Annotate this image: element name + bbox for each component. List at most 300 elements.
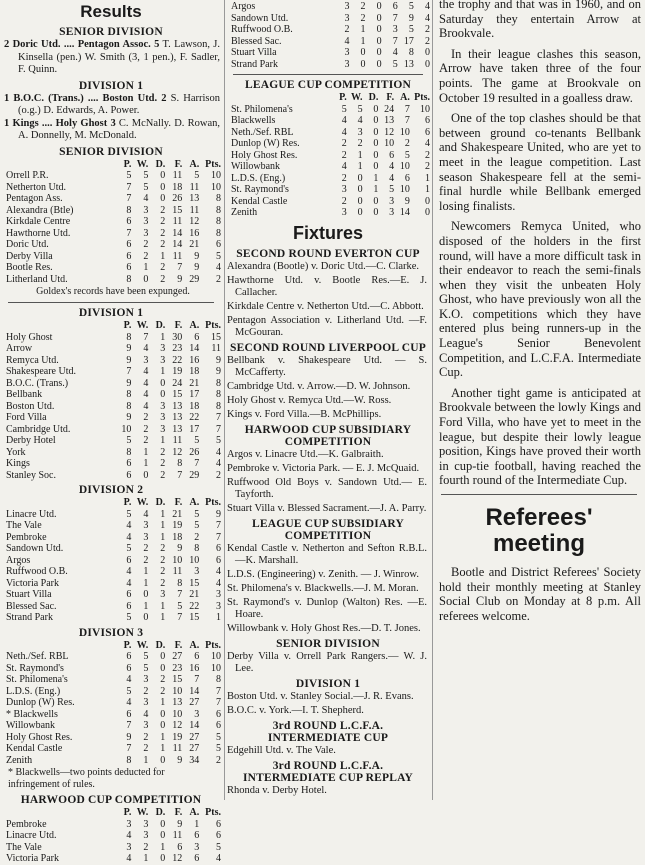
table-row: [0, 612, 222, 624]
table-header-row: [0, 159, 222, 171]
team-name: L.D.S. (Eng.): [231, 172, 286, 184]
stat-cell: 7: [194, 674, 200, 685]
stat-cell: 3: [389, 207, 395, 218]
table-header-row: [0, 640, 222, 652]
stat-cell: 0: [373, 138, 379, 149]
stat-cell: 2: [143, 554, 149, 566]
team-name: Victoria Park: [6, 853, 59, 864]
team-name: Holy Ghost Res.: [6, 731, 73, 743]
fixture-section-heading: DIVISION 1: [295, 677, 361, 690]
table-header-cell: Pts.: [205, 639, 221, 651]
team-name: Linacre Utd.: [6, 508, 57, 520]
team-name: Willowbank: [231, 161, 281, 172]
stat-cell: 27: [172, 651, 183, 662]
team-name: Pembroke: [6, 531, 47, 543]
stat-cell: 1: [143, 577, 149, 589]
table-row: [0, 601, 222, 613]
stat-cell: 21: [189, 239, 200, 250]
stat-cell: 9: [177, 754, 183, 766]
fixture-item: Kings v. Ford Villa.—B. McPhillips.: [227, 408, 382, 420]
harwood-table-heading: HARWOOD CUP COMPETITION: [20, 794, 202, 806]
table-row: [0, 378, 222, 390]
stat-cell: 9: [177, 543, 183, 554]
stat-cell: 4: [143, 400, 149, 412]
table-header-cell: F.: [386, 92, 395, 103]
stat-cell: 13: [172, 400, 183, 412]
stat-cell: 2: [160, 469, 166, 481]
fixture-item: Kirkdale Centre v. Netherton Utd.—C. Abbott.: [227, 300, 424, 312]
stat-cell: 8: [177, 458, 183, 469]
table-header-cell: W.: [136, 807, 149, 818]
stat-cell: 7: [216, 697, 221, 708]
stat-cell: 4: [216, 262, 221, 273]
stat-cell: 0: [160, 662, 166, 674]
result-scorers: C. McNally. D. Rowan, A. Donnelly, M. McDonald.: [18, 117, 220, 141]
result-scorers: T. Lawson, J. Kinsella (pen.) W. Smith (3, 1 pen.), F. Sadler, F. Quinn.: [18, 39, 220, 75]
stat-cell: 1: [194, 818, 200, 830]
stat-cell: 13: [172, 423, 183, 435]
stat-cell: 4: [357, 115, 363, 126]
stat-cell: 0: [160, 170, 166, 181]
table-row: [225, 138, 431, 150]
table-row: [0, 697, 222, 709]
stat-cell: 2: [160, 204, 166, 216]
table-row: [225, 196, 431, 208]
stat-cell: 11: [172, 435, 183, 446]
stat-cell: 7: [126, 366, 132, 377]
stat-cell: 3: [143, 227, 149, 239]
team-name: Litherland Utd.: [6, 273, 68, 285]
stat-cell: 3: [389, 195, 395, 207]
table-row: [0, 543, 222, 555]
stat-cell: 0: [160, 193, 166, 204]
stat-cell: 15: [189, 577, 200, 589]
stat-cell: 14: [172, 239, 183, 250]
table-row: [0, 532, 222, 544]
stat-cell: 22: [172, 354, 183, 366]
table-header-cell: D.: [155, 807, 166, 818]
stat-cell: 1: [216, 612, 221, 623]
league-cup-heading: LEAGUE CUP COMPETITION: [244, 79, 412, 91]
stat-cell: 1: [143, 458, 149, 469]
stat-cell: 0: [425, 47, 430, 58]
stat-cell: 1: [160, 743, 166, 754]
stat-cell: 7: [216, 531, 221, 543]
stat-cell: 0: [373, 207, 379, 218]
stat-cell: 0: [357, 184, 363, 195]
stat-cell: 4: [126, 520, 132, 531]
team-name: The Vale: [6, 520, 42, 531]
team-name: Boston Utd.: [6, 400, 55, 412]
table-row: [0, 332, 222, 344]
fixture-item: Hawthorne Utd. v. Bootle Res.—E. J. Callacher.: [227, 274, 427, 298]
table-row: [0, 709, 222, 721]
stat-cell: 0: [373, 161, 379, 172]
table-row: [225, 161, 431, 173]
team-name: Alexandra (Btle): [6, 204, 74, 216]
stat-cell: 13: [172, 412, 183, 423]
stat-cell: 3: [143, 216, 149, 227]
stat-cell: 0: [360, 47, 366, 58]
stat-cell: 7: [143, 331, 149, 343]
stat-cell: 3: [143, 830, 149, 841]
team-name: Remyca Utd.: [6, 354, 59, 366]
stat-cell: 22: [189, 600, 200, 612]
stat-cell: 3: [160, 423, 166, 435]
fixture-item: B.O.C. v. York.—I. T. Shepherd.: [227, 704, 364, 716]
stat-cell: 5: [216, 435, 221, 446]
team-name: Stanley Soc.: [6, 469, 56, 481]
stat-cell: 27: [189, 743, 200, 754]
results-title: Results: [80, 2, 142, 21]
stat-cell: 0: [143, 469, 149, 481]
table-header-cell: W.: [136, 320, 149, 331]
team-name: Arrow: [6, 343, 33, 354]
stat-cell: 3: [344, 12, 350, 24]
team-name: Kirkdale Centre: [6, 216, 71, 227]
fixture-item: Derby Villa v. Orrell Park Rangers.— W. J. Lee.: [227, 650, 427, 674]
table-header-cell: W.: [136, 639, 149, 651]
column-results: [0, 0, 222, 864]
team-name: Hawthorne Utd.: [6, 227, 71, 239]
stat-cell: 8: [216, 377, 221, 389]
stat-cell: 2: [160, 262, 166, 273]
stat-cell: 6: [126, 239, 132, 250]
stat-cell: 3: [143, 354, 149, 366]
stat-cell: 9: [177, 273, 183, 285]
stat-cell: 4: [126, 830, 132, 841]
stat-cell: 7: [126, 193, 132, 204]
stat-cell: 9: [126, 412, 132, 423]
stat-cell: 5: [143, 662, 149, 674]
stat-cell: 2: [357, 138, 363, 149]
stat-cell: 3: [357, 126, 363, 138]
table-header-cell: [0, 320, 115, 332]
table-row: [0, 447, 222, 459]
stat-cell: 7: [126, 181, 132, 193]
stat-cell: 23: [172, 343, 183, 354]
stat-cell: 2: [143, 685, 149, 697]
stat-cell: 10: [211, 170, 221, 181]
stat-cell: 27: [189, 731, 200, 743]
table-row: [0, 355, 222, 367]
referees-meeting-title: [433, 505, 645, 557]
stat-cell: 1: [143, 853, 149, 864]
team-name: Ford Villa: [6, 412, 47, 423]
stat-cell: 21: [189, 377, 200, 389]
table-header-cell: D.: [155, 158, 166, 170]
table-row: [225, 127, 431, 139]
stat-cell: 6: [126, 554, 132, 566]
team-name: York: [6, 446, 26, 458]
result-entry: [4, 92, 220, 118]
stat-cell: 2: [360, 1, 366, 12]
stat-cell: 4: [143, 508, 149, 520]
stat-cell: 11: [172, 216, 183, 227]
stat-cell: 8: [216, 216, 221, 227]
table-row: [225, 59, 431, 71]
stat-cell: 4: [341, 161, 347, 172]
stat-cell: 5: [126, 508, 132, 520]
stat-cell: 5: [126, 435, 132, 446]
table-row: [225, 36, 431, 48]
team-name: Linacre Utd.: [6, 830, 57, 841]
stat-cell: 3: [143, 674, 149, 685]
table-header-cell: F.: [174, 807, 183, 818]
fixture-section-heading: SENIOR DIVISION: [276, 637, 380, 650]
fixture-item: Rhonda v. Derby Hotel.: [227, 784, 327, 796]
stat-cell: 5: [143, 651, 149, 662]
div3-table-note: * Blackwells—two points deducted for infringement of rules.: [8, 767, 165, 790]
stat-cell: 6: [177, 841, 183, 853]
stat-cell: 6: [216, 239, 221, 250]
stat-cell: 13: [189, 193, 200, 204]
stat-cell: 15: [189, 612, 200, 623]
fixture-item: Kendal Castle v. Netherton and Sefton R.B.L.—K. Marshall.: [227, 542, 427, 566]
stat-cell: 1: [360, 24, 366, 35]
stat-cell: 2: [160, 227, 166, 239]
stat-cell: 4: [143, 343, 149, 354]
table-row: [0, 182, 222, 194]
fixture-section-heading: 3rd ROUND L.C.F.A. INTERMEDIATE CUP REPLAY: [242, 759, 414, 784]
stat-cell: 19: [172, 520, 183, 531]
table-row: [0, 251, 222, 263]
stat-cell: 6: [425, 115, 430, 126]
stat-cell: 3: [126, 818, 132, 830]
stat-cell: 4: [126, 577, 132, 589]
team-name: Pembroke: [6, 818, 47, 830]
table-row: [0, 366, 222, 378]
stat-cell: 2: [425, 161, 430, 172]
stat-cell: 8: [216, 674, 221, 685]
stat-cell: 2: [143, 250, 149, 262]
stat-cell: 0: [425, 195, 430, 207]
stat-cell: 6: [216, 720, 221, 731]
stat-cell: 0: [373, 149, 379, 161]
div3-table-heading: DIVISION 3: [78, 626, 144, 639]
table-row: [0, 205, 222, 217]
stat-cell: 3: [143, 697, 149, 708]
stat-cell: 2: [143, 435, 149, 446]
stat-cell: 5: [194, 520, 200, 531]
stat-cell: 13: [403, 58, 414, 70]
stat-cell: 6: [126, 458, 132, 469]
table-header-cell: W.: [350, 92, 363, 103]
article-paragraph: the trophy and that was in 1960, and on Saturday they entertain Arrow at Brookvale.: [439, 0, 641, 41]
stat-cell: 0: [376, 47, 382, 58]
stat-cell: 6: [194, 651, 200, 662]
results-senior-list: [0, 39, 222, 77]
stat-cell: 8: [126, 446, 132, 458]
stat-cell: 6: [216, 830, 221, 841]
stat-cell: 0: [160, 720, 166, 731]
table-header-cell: A.: [189, 158, 200, 170]
stat-cell: 1: [160, 520, 166, 531]
stat-cell: 1: [143, 262, 149, 273]
stat-cell: 1: [143, 754, 149, 766]
stat-cell: 4: [216, 458, 221, 469]
table-header-cell: Pts.: [205, 158, 221, 170]
stat-cell: 29: [189, 469, 200, 481]
result-scorers: S. Harrison (o.g.) D. Edwards, A. Power.: [18, 92, 220, 116]
stat-cell: 10: [384, 138, 395, 149]
stat-cell: 15: [172, 389, 183, 400]
stat-cell: 9: [126, 731, 132, 743]
stat-cell: 19: [172, 366, 183, 377]
stat-cell: 10: [172, 685, 183, 697]
stat-cell: 11: [189, 204, 200, 216]
table-row: [0, 663, 222, 675]
stat-cell: 8: [126, 400, 132, 412]
stat-cell: 2: [341, 149, 347, 161]
team-name: Argos: [231, 1, 256, 12]
stat-cell: 3: [216, 589, 221, 600]
results-div1-list: [0, 93, 222, 143]
stat-cell: 2: [160, 566, 166, 577]
stat-cell: 2: [160, 458, 166, 469]
stat-cell: 0: [160, 830, 166, 841]
table-header-cell: P.: [123, 158, 132, 170]
stat-cell: 6: [194, 830, 200, 841]
table-row: [0, 412, 222, 424]
table-header-cell: P.: [123, 639, 132, 651]
harwood-cup-table-continued: [225, 1, 431, 70]
stat-cell: 7: [216, 423, 221, 435]
stat-cell: 9: [194, 262, 200, 273]
table-header-cell: P.: [123, 320, 132, 331]
stat-cell: 2: [160, 543, 166, 554]
stat-cell: 10: [211, 651, 221, 662]
stat-cell: 1: [143, 600, 149, 612]
stat-cell: 0: [360, 58, 366, 70]
stat-cell: 0: [160, 853, 166, 864]
senior-division-table: [0, 159, 222, 286]
stat-cell: 8: [216, 227, 221, 239]
stat-cell: 4: [126, 674, 132, 685]
stat-cell: 8: [408, 47, 414, 58]
stat-cell: 8: [126, 204, 132, 216]
table-row: [225, 184, 431, 196]
fixture-item: Bellbank v. Shakespeare Utd. — S. McCafferty.: [227, 354, 427, 378]
stat-cell: 10: [399, 184, 410, 195]
team-name: Kendal Castle: [231, 195, 288, 207]
stat-cell: 3: [194, 841, 200, 853]
stat-cell: 2: [341, 195, 347, 207]
stat-cell: 8: [126, 754, 132, 766]
stat-cell: 2: [143, 239, 149, 250]
stat-cell: 7: [216, 520, 221, 531]
fixture-item: Pentagon Association v. Litherland Utd. —F. McGouran.: [227, 314, 427, 338]
stat-cell: 5: [404, 149, 410, 161]
stat-cell: 4: [216, 566, 221, 577]
table-header-cell: P.: [123, 497, 132, 508]
team-name: Dunlop (W) Res.: [231, 138, 300, 149]
stat-cell: 17: [189, 389, 200, 400]
stat-cell: 2: [160, 446, 166, 458]
stat-cell: 4: [425, 138, 430, 149]
division-1-table: [0, 320, 222, 481]
stat-cell: 8: [126, 273, 132, 285]
fixture-item: Boston Utd. v. Stanley Social.—J. R. Evans.: [227, 690, 414, 702]
column-article: [432, 0, 645, 800]
stat-cell: 11: [172, 250, 183, 262]
stat-cell: 9: [216, 508, 221, 520]
stat-cell: 3: [143, 531, 149, 543]
stat-cell: 10: [420, 103, 430, 115]
stat-cell: 5: [392, 58, 398, 70]
stat-cell: 0: [373, 195, 379, 207]
stat-cell: 3: [344, 58, 350, 70]
stat-cell: 7: [177, 469, 183, 481]
stat-cell: 3: [143, 204, 149, 216]
stat-cell: 5: [194, 508, 200, 520]
stat-cell: 4: [216, 446, 221, 458]
stat-cell: 7: [216, 685, 221, 697]
team-name: Blessed Sac.: [6, 600, 57, 612]
stat-cell: 0: [160, 651, 166, 662]
stat-cell: 16: [189, 354, 200, 366]
fixture-section-heading: 3rd ROUND L.C.F.A. INTERMEDIATE CUP: [267, 719, 389, 744]
table-row: [0, 343, 222, 355]
stat-cell: 4: [126, 531, 132, 543]
stat-cell: 0: [373, 103, 379, 115]
team-name: Stuart Villa: [231, 47, 277, 58]
stat-cell: 6: [126, 662, 132, 674]
fixture-section-heading: LEAGUE CUP SUBSIDIARY COMPETITION: [251, 517, 405, 542]
stat-cell: 5: [126, 685, 132, 697]
team-name: Bootle Res.: [6, 262, 53, 273]
stat-cell: 5: [143, 170, 149, 181]
stat-cell: 6: [126, 469, 132, 481]
divider: [233, 74, 423, 75]
table-row: [225, 47, 431, 59]
stat-cell: 4: [143, 377, 149, 389]
table-row: [0, 520, 222, 532]
stat-cell: 8: [177, 577, 183, 589]
fixture-item: Cambridge Utd. v. Arrow.—D. W. Johnson.: [227, 380, 411, 392]
table-row: [0, 578, 222, 590]
stat-cell: 4: [143, 366, 149, 377]
stat-cell: 2: [143, 543, 149, 554]
table-header-cell: A.: [189, 497, 200, 508]
result-score: 1 Kings .... Holy Ghost 3: [4, 117, 116, 129]
stat-cell: 13: [172, 697, 183, 708]
result-score: 2 Doric Utd. .... Pentagon Assoc. 5: [4, 39, 160, 50]
column-fixtures: [224, 0, 431, 800]
table-header-cell: W.: [136, 158, 149, 170]
div2-table-heading: DIVISION 2: [78, 484, 144, 496]
team-name: Victoria Park: [6, 577, 59, 589]
result-entry: [4, 117, 220, 143]
stat-cell: 17: [403, 35, 414, 47]
stat-cell: 1: [360, 35, 366, 47]
table-row: [225, 207, 431, 219]
stat-cell: 2: [143, 731, 149, 743]
stat-cell: 6: [216, 818, 221, 830]
stat-cell: 14: [189, 343, 200, 354]
stat-cell: 18: [172, 181, 183, 193]
stat-cell: 1: [143, 566, 149, 577]
stat-cell: 2: [425, 35, 430, 47]
stat-cell: 2: [404, 138, 410, 149]
stat-cell: 14: [399, 207, 410, 218]
stat-cell: 1: [425, 172, 430, 184]
article-paragraph: In their league clashes this season, Arrow have taken three of the four points. The game at Brookvale on October 19 resulted in a goalless draw.: [439, 46, 641, 105]
stat-cell: 7: [177, 262, 183, 273]
table-header-cell: Pts.: [414, 92, 430, 103]
team-name: Holy Ghost: [6, 331, 53, 343]
fixture-item: L.D.S. (Engineering) v. Zenith. — J. Winrow.: [227, 568, 419, 580]
